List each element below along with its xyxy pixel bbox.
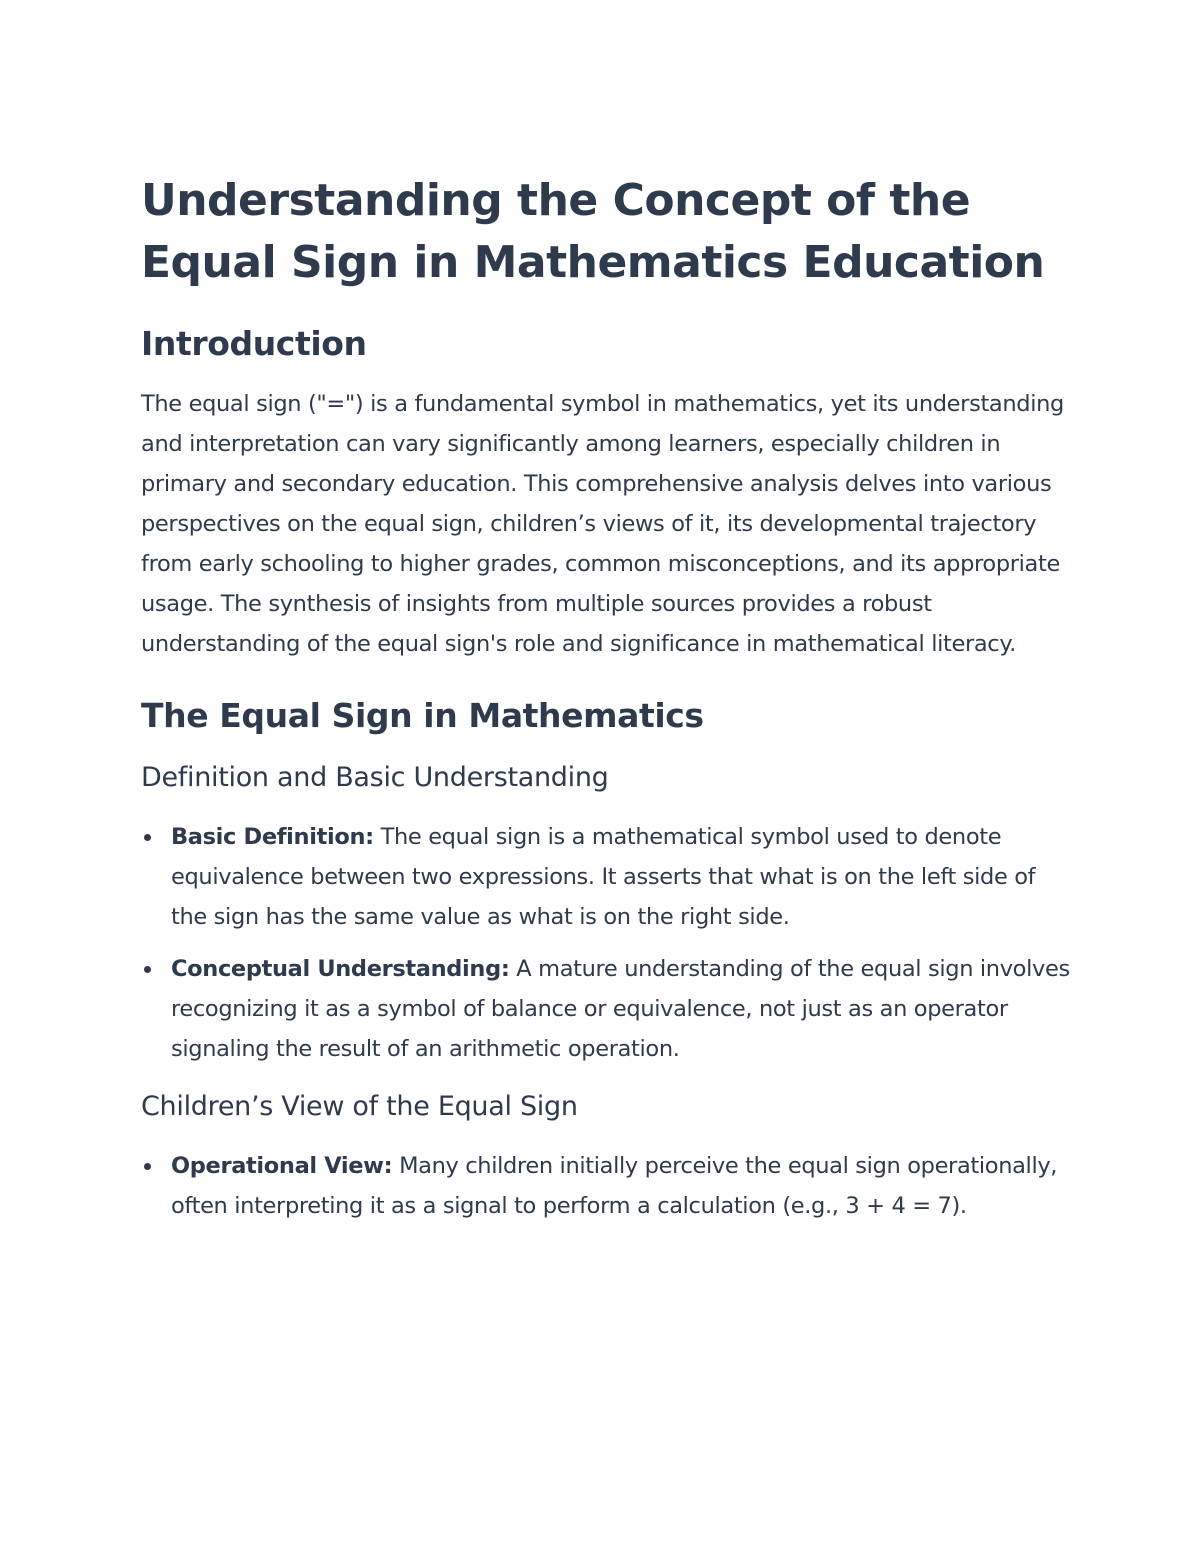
document-title — [141, 170, 1071, 294]
list-item-term: Operational View: — [171, 1153, 393, 1179]
introduction-heading: Introduction — [141, 324, 367, 363]
list-item-text: Many children initially perceive the equal sign operationally, often interpreting it as a signal to perform a calculation (e.g., 3 + 4 = 7). — [171, 1153, 1058, 1219]
section-heading: The Equal Sign in Mathematics — [141, 696, 704, 735]
childrens-view-list — [141, 1146, 1071, 1226]
list-item — [141, 1146, 1071, 1226]
list-item-term: Conceptual Understanding: — [171, 956, 510, 982]
list-item — [141, 949, 1071, 1069]
list-item — [141, 817, 1071, 937]
definition-subheading: Definition and Basic Understanding — [141, 762, 609, 793]
definition-list — [141, 817, 1071, 1069]
bullet-icon — [144, 834, 151, 841]
childrens-view-subheading: Children’s View of the Equal Sign — [141, 1091, 578, 1122]
document-page — [141, 170, 1071, 1226]
bullet-icon — [144, 1163, 151, 1170]
list-item-term: Basic Definition: — [171, 824, 374, 850]
title-line-1: Understanding the Concept of the — [141, 175, 971, 226]
bullet-icon — [144, 966, 151, 973]
introduction-paragraph: The equal sign ("=") is a fundamental symbol in mathematics, yet its understanding and interpretation can vary significantly among learners, especially children in primary and secondary education. This comprehensive analysis delves into various perspectives on the equal sign, children’s views of it, its developmental trajectory from early schooling to higher grades, common misconceptions, and its appropriate usage. The synthesis of insights from multiple sources provides a robust understanding of the equal sign's role and significance in mathematical literacy. — [141, 391, 1064, 657]
list-item-text: The equal sign is a mathematical symbol used to denote equivalence between two expressions. It asserts that what is on the left side of the sign has the same value as what is on the right side. — [171, 824, 1036, 930]
list-item-text: A mature understanding of the equal sign involves recognizing it as a symbol of balance or equivalence, not just as an operator signaling the result of an arithmetic operation. — [171, 956, 1070, 1062]
title-line-2: Equal Sign in Mathematics Education — [141, 237, 1045, 288]
